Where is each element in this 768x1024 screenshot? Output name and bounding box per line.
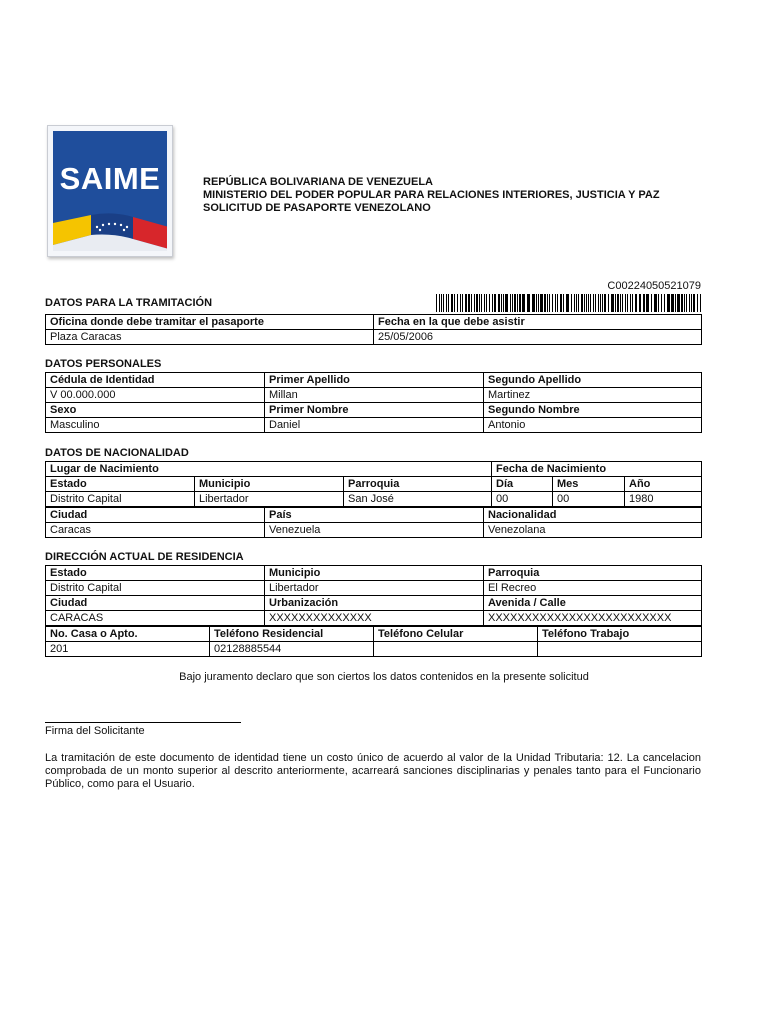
header-avenida: Avenida / Calle (484, 596, 702, 611)
personales-table (45, 372, 702, 433)
header-ciudad-res: Ciudad (46, 596, 265, 611)
cost-notice: La tramitación de este documento de identidad tiene un costo único de acuerdo al valor de la Unidad Tributaria: 12. La cancelacion comprobada de un monto superior al descrito anteriormente, acarreará sanciones disciplinarias y penales tanto para el Funcionario Público, como para el Usuario. (45, 752, 701, 790)
header-municipio-res: Municipio (265, 566, 484, 581)
section-title-residencia: DIRECCIÓN ACTUAL DE RESIDENCIA (45, 551, 244, 563)
header-lugar-nacimiento: Lugar de Nacimiento (46, 462, 492, 477)
header-sexo: Sexo (46, 403, 265, 418)
header-primer-apellido: Primer Apellido (265, 373, 484, 388)
value-ano: 1980 (625, 492, 702, 507)
value-mes: 00 (553, 492, 625, 507)
header-mes: Mes (553, 477, 625, 492)
header-urbanizacion: Urbanización (265, 596, 484, 611)
header-ano: Año (625, 477, 702, 492)
header-segundo-nombre: Segundo Nombre (484, 403, 702, 418)
flag-ribbon-icon (53, 205, 167, 251)
value-nacionalidad: Venezolana (484, 523, 702, 538)
header-telefono-residencial: Teléfono Residencial (210, 627, 374, 642)
header-casa: No. Casa o Apto. (46, 627, 210, 642)
value-segundo-apellido: Martinez (484, 388, 702, 403)
value-telefono-trabajo (538, 642, 702, 657)
header-telefono-trabajo: Teléfono Trabajo (538, 627, 702, 642)
header-parroquia-nac: Parroquia (344, 477, 492, 492)
value-cedula: V 00.000.000 (46, 388, 265, 403)
logo-badge (53, 131, 167, 251)
header-republic: REPÚBLICA BOLIVARIANA DE VENEZUELA (203, 176, 433, 188)
nacionalidad-table-2 (45, 507, 702, 538)
value-primer-apellido: Millan (265, 388, 484, 403)
section-title-nacionalidad: DATOS DE NACIONALIDAD (45, 447, 189, 459)
value-parroquia-res: El Recreo (484, 581, 702, 596)
value-pais: Venezuela (265, 523, 484, 538)
header-ministry: MINISTERIO DEL PODER POPULAR PARA RELACIONES INTERIORES, JUSTICIA Y PAZ (203, 189, 660, 201)
value-sexo: Masculino (46, 418, 265, 433)
value-dia: 00 (492, 492, 553, 507)
header-ciudad-nac: Ciudad (46, 508, 265, 523)
value-segundo-nombre: Antonio (484, 418, 702, 433)
application-code: C00224050521079 (607, 280, 701, 292)
value-ciudad-nac: Caracas (46, 523, 265, 538)
value-primer-nombre: Daniel (265, 418, 484, 433)
header-telefono-celular: Teléfono Celular (374, 627, 538, 642)
header-estado-res: Estado (46, 566, 265, 581)
section-title-tramitacion: DATOS PARA LA TRAMITACIÓN (45, 297, 213, 309)
header-parroquia-res: Parroquia (484, 566, 702, 581)
header-nacionalidad: Nacionalidad (484, 508, 702, 523)
header-segundo-apellido: Segundo Apellido (484, 373, 702, 388)
header-primer-nombre: Primer Nombre (265, 403, 484, 418)
logo-text: SAIME (59, 161, 161, 196)
value-municipio-nac: Libertador (195, 492, 344, 507)
telefonos-table (45, 626, 702, 657)
residencia-table (45, 565, 702, 626)
value-oficina: Plaza Caracas (46, 330, 374, 345)
tramitacion-table (45, 314, 702, 345)
header-municipio-nac: Municipio (195, 477, 344, 492)
header-fecha-asistir: Fecha en la que debe asistir (374, 315, 702, 330)
oath-statement: Bajo juramento declaro que son ciertos los datos contenidos en la presente solicitud (179, 671, 589, 683)
header-estado-nac: Estado (46, 477, 195, 492)
value-ciudad-res: CARACAS (46, 611, 265, 626)
value-municipio-res: Libertador (265, 581, 484, 596)
document-header (203, 176, 660, 215)
header-fecha-nacimiento: Fecha de Nacimiento (492, 462, 702, 477)
header-cedula: Cédula de Identidad (46, 373, 265, 388)
signature-label: Firma del Solicitante (45, 725, 145, 737)
header-document-type: SOLICITUD DE PASAPORTE VENEZOLANO (203, 202, 431, 214)
value-telefono-residencial: 02128885544 (210, 642, 374, 657)
value-estado-nac: Distrito Capital (46, 492, 195, 507)
value-fecha-asistir: 25/05/2006 (374, 330, 702, 345)
value-urbanizacion: XXXXXXXXXXXXXX (265, 611, 484, 626)
value-estado-res: Distrito Capital (46, 581, 265, 596)
header-oficina: Oficina donde debe tramitar el pasaporte (46, 315, 374, 330)
header-dia: Día (492, 477, 553, 492)
value-parroquia-nac: San José (344, 492, 492, 507)
value-telefono-celular (374, 642, 538, 657)
value-casa: 201 (46, 642, 210, 657)
value-avenida: XXXXXXXXXXXXXXXXXXXXXXXXX (484, 611, 702, 626)
barcode (436, 294, 701, 312)
nacionalidad-table (45, 461, 702, 507)
header-pais: País (265, 508, 484, 523)
section-title-personales: DATOS PERSONALES (45, 358, 162, 370)
saime-logo (47, 125, 173, 257)
signature-line (45, 722, 241, 723)
